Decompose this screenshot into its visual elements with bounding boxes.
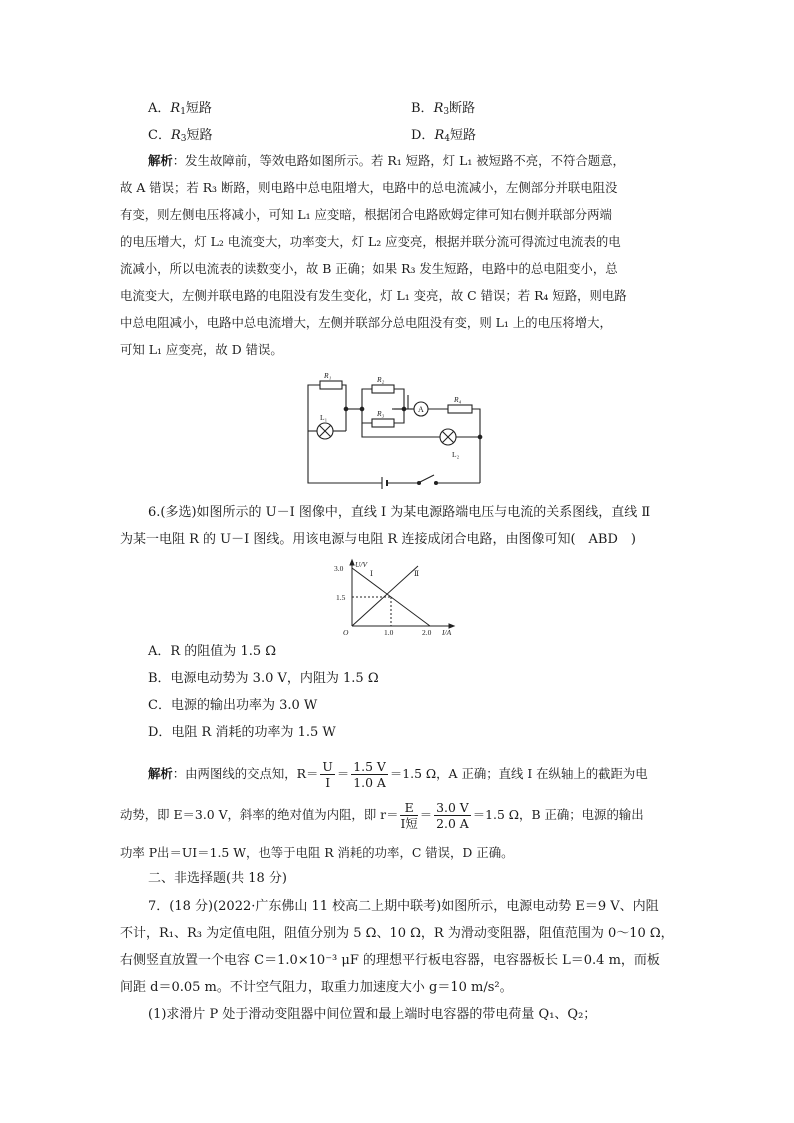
r1-label: R₁ bbox=[324, 371, 332, 380]
option-c: C．$R_3$短路 bbox=[148, 128, 213, 144]
option-d: D．$R_4$短路 bbox=[411, 128, 476, 144]
y-tick-3: 3.0 bbox=[334, 564, 344, 573]
q7-line-4: 间距 d＝0.05 m。不计空气阻力，取重力加速度大小 g＝10 m/s²。 bbox=[120, 980, 513, 995]
solution-5-line-7: 中总电阻减小，电路中总电流增大，左侧并联部分总电阻没有变，则 L₁ 上的电压将增大， bbox=[120, 315, 612, 330]
fraction-u-over-i: $\frac{U}{I}$ bbox=[322, 759, 333, 790]
ui-graph bbox=[330, 558, 460, 640]
solution-5-line-4: 的电压增大，灯 L₂ 电流变大，功率变大，灯 L₂ 应变亮，根据并联分流可得流过电流表的电 bbox=[120, 234, 621, 249]
r4-label: R₄ bbox=[454, 395, 462, 404]
q7-line-3: 右侧竖直放置一个电容 C＝1.0×10⁻³ μF 的理想平行板电容器，电容器板长 L＝0.4 m，而板 bbox=[120, 953, 660, 968]
solution-5-line-1: 解析：发生故障前，等效电路如图所示。若 R₁ 短路，灯 L₁ 被短路不亮，不符合题意， bbox=[148, 153, 625, 168]
solution-5-line-2: 故 A 错误；若 R₃ 断路，则电路中总电阻增大，电路中的总电流减小，左侧部分并联电阻没 bbox=[120, 180, 618, 195]
solution-6-line-3: 功率 P出＝UI＝1.5 W，也等于电阻 R 消耗的功率，C 错误，D 正确。 bbox=[120, 845, 514, 860]
solution-6-line-2: 动势，即 E＝3.0 V，斜率的绝对值为内阻，即 r＝ $\frac{E}{\text{I短}}$ ＝ $\frac{3.0 V}{2.0 A}$ ＝1.5 Ω，B 正确；电源的输出 bbox=[120, 800, 644, 831]
l2-label: L₂ bbox=[452, 450, 460, 459]
q6-option-c: C．电源的输出功率为 3.0 W bbox=[148, 698, 318, 713]
q6-option-a: A．R 的阻值为 1.5 Ω bbox=[148, 644, 277, 659]
solution-5-line-3: 有变，则左侧电压将减小，可知 L₁ 应变暗，根据闭合电路欧姆定律可知右侧并联部分两端 bbox=[120, 207, 612, 222]
r2-label: R₂ bbox=[377, 375, 385, 384]
x-tick-1: 1.0 bbox=[384, 628, 394, 637]
solution-5-line-5: 流减小，所以电流表的读数变小，故 B 正确；如果 R₃ 发生短路，电路中的总电阻变小，总 bbox=[120, 261, 618, 276]
q6-option-b: B．电源电动势为 3.0 V，内阻为 1.5 Ω bbox=[148, 671, 379, 686]
x-axis-label: I/A bbox=[442, 628, 452, 637]
solution-label: 解析 bbox=[148, 153, 173, 168]
q7-line-2: 不计，R₁、R₃ 为定值电阻，阻值分别为 5 Ω、10 Ω，R 为滑动变阻器，阻值范围为 0～10 Ω， bbox=[120, 926, 674, 941]
l1-label: L₁ bbox=[320, 413, 328, 422]
ammeter-label: A bbox=[418, 405, 424, 414]
option-a: A．$R_1$短路 bbox=[148, 101, 212, 117]
line-i-label: Ⅰ bbox=[370, 569, 373, 578]
option-b: B．$R_3$断路 bbox=[411, 101, 476, 117]
q6-stem-line-2: 为某一电阻 R 的 U－I 图线。用该电源与电阻 R 连接成闭合电路，由图像可知( ABD ) bbox=[120, 532, 636, 547]
q6-option-d: D．电阻 R 消耗的功率为 1.5 W bbox=[148, 725, 336, 740]
y-tick-1.5: 1.5 bbox=[336, 593, 346, 602]
solution-5-line-8: 可知 L₁ 应变亮，故 D 错误。 bbox=[120, 342, 283, 357]
q7-line-1: 7．(18 分)(2022·广东佛山 11 校高二上期中联考)如图所示，电源电动势 E＝9 V、内阻 bbox=[148, 899, 659, 914]
q6-stem-line-1: 6.(多选)如图所示的 U－I 图像中，直线 Ⅰ 为某电源路端电压与电流的关系图线，直线 Ⅱ bbox=[148, 505, 651, 520]
fraction-values-2: $\frac{3.0 V}{2.0 A}$ bbox=[436, 800, 469, 831]
origin-label: O bbox=[343, 628, 349, 637]
r3-label: R₃ bbox=[377, 409, 385, 418]
x-tick-2: 2.0 bbox=[422, 628, 432, 637]
circuit-diagram bbox=[300, 365, 490, 495]
section-heading: 二、非选择题(共 18 分) bbox=[148, 871, 287, 886]
fraction-values-1: $\frac{1.5 V}{1.0 A}$ bbox=[353, 759, 386, 790]
y-axis-label: U/V bbox=[355, 560, 368, 569]
line-ii-label: Ⅱ bbox=[414, 569, 420, 578]
solution-6-line-1: 解析：由两图线的交点知，R＝ $\frac{U}{I}$ ＝ $\frac{1.5 V}{1.0 A}$ ＝1.5 Ω，A 正确；直线 Ⅰ 在纵轴上的截距为电 bbox=[148, 759, 648, 790]
fraction-e-over-i: $\frac{E}{\text{I短}}$ bbox=[400, 800, 418, 831]
solution-5-line-6: 电流变大，左侧并联电路的电阻没有发生变化，灯 L₁ 变亮，故 C 错误；若 R₄ 短路，则电路 bbox=[120, 288, 627, 303]
q7-subquestion-1: (1)求滑片 P 处于滑动变阻器中间位置和最上端时电容器的带电荷量 Q₁、Q₂； bbox=[148, 1007, 597, 1022]
